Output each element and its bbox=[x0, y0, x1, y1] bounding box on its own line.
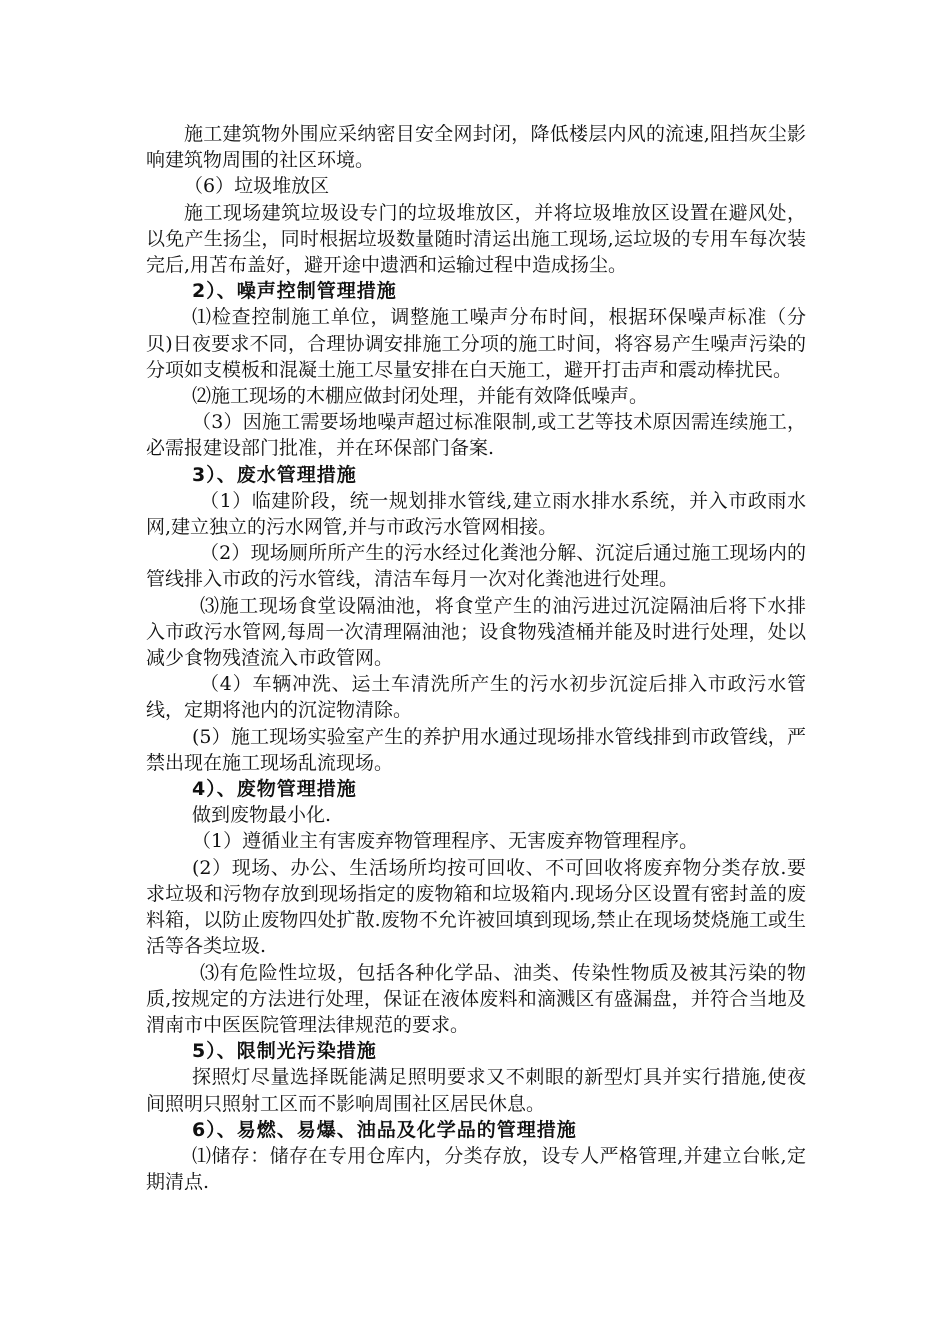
paragraph: 探照灯尽量选择既能满足照明要求又不刺眼的新型灯具并实行措施,使夜间照明只照射工区而不影响周围社区居民休息。 bbox=[146, 1066, 806, 1115]
section-heading: 5）、限制光污染措施 bbox=[192, 1040, 377, 1063]
paragraph: 施工建筑物外围应采纳密目安全网封闭，降低楼层内风的流速,阻挡灰尘影响建筑物周围的社区环境。 bbox=[146, 123, 806, 172]
paragraph: ⑵施工现场的木棚应做封闭处理，并能有效降低噪声。 bbox=[192, 385, 649, 408]
paragraph: ⑴检查控制施工单位，调整施工噪声分布时间，根据环保噪声标准（分贝)日夜要求不同，合理协调安排施工分项的施工时间，将容易产生噪声污染的分项如支模板和混凝土施工尽量安排在白天施工，避开打击声和震动棒扰民。 bbox=[146, 306, 806, 381]
paragraph: 施工现场建筑垃圾设专门的垃圾堆放区，并将垃圾堆放区设置在避风处，以免产生扬尘，同时根据垃圾数量随时清运出施工现场,运垃圾的专用车每次装完后,用苫布盖好，避开途中遗洒和运输过程中造成扬尘。 bbox=[146, 201, 806, 277]
section-heading: 4）、废物管理措施 bbox=[192, 778, 357, 801]
paragraph: 做到废物最小化. bbox=[192, 804, 332, 827]
section-heading: 3）、废水管理措施 bbox=[192, 463, 357, 486]
paragraph: (5）施工现场实验室产生的养护用水通过现场排水管线排到市政管线，严禁出现在施工现场乱流现场。 bbox=[146, 725, 806, 774]
paragraph: （1）临建阶段，统一规划排水管线,建立雨水排水系统，并入市政雨水网,建立独立的污水网管,并与市政污水管网相接。 bbox=[146, 489, 806, 539]
section-heading: 6）、易燃、易爆、油品及化学品的管理措施 bbox=[192, 1118, 577, 1141]
paragraph: （3）因施工需要场地噪声超过标准限制,或工艺等技术原因需连续施工，必需报建设部门批准，并在环保部门备案. bbox=[146, 411, 806, 460]
paragraph: （4）车辆冲洗、运土车清洗所产生的污水初步沉淀后排入市政污水管线，定期将池内的沉淀物清除。 bbox=[146, 673, 806, 722]
paragraph: （1）遵循业主有害废弃物管理程序、无害废弃物管理程序。 bbox=[192, 830, 699, 853]
paragraph: （2）现场厕所所产生的污水经过化粪池分解、沉淀后通过施工现场内的管线排入市政的污水管线，清洁车每月一次对化粪池进行处理。 bbox=[146, 542, 806, 591]
document-body bbox=[146, 121, 806, 1195]
paragraph: (2）现场、办公、生活场所均按可回收、不可回收将废弃物分类存放.要求垃圾和污物存放到现场指定的废物箱和垃圾箱内.现场分区设置有密封盖的废料箱，以防止废物四处扩散.废物不允许被回填到现场,禁止在现场焚烧施工或生活等各类垃圾. bbox=[146, 856, 806, 958]
paragraph: ⑶有危险性垃圾，包括各种化学品、油类、传染性物质及被其污染的物质,按规定的方法进行处理，保证在液体废料和滴溅区有盛漏盘，并符合当地及渭南市中医医院管理法律规范的要求。 bbox=[146, 961, 806, 1036]
paragraph: ⑶施工现场食堂设隔油池，将食堂产生的油污进过沉淀隔油后将下水排入市政污水管网,每周一次清理隔油池；设食物残渣桶并能及时进行处理，处以减少食物残渣流入市政管网。 bbox=[146, 594, 806, 670]
paragraph: ⑴储存：储存在专用仓库内，分类存放，设专人严格管理,并建立台帐,定期清点. bbox=[146, 1144, 806, 1194]
section-heading: 2）、噪声控制管理措施 bbox=[192, 280, 397, 303]
subheading: （6）垃圾堆放区 bbox=[184, 175, 330, 198]
